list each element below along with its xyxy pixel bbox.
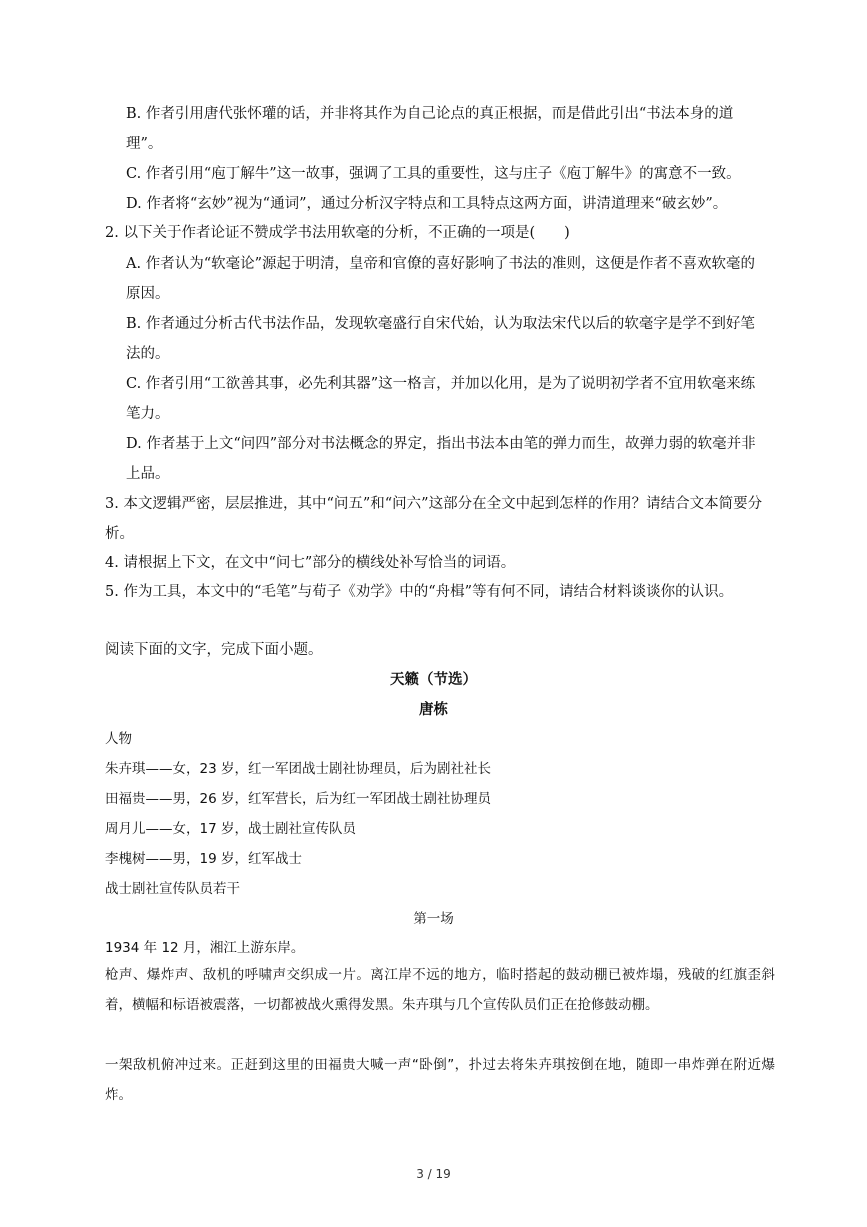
cast-member: 李槐树——男，19 岁，红军战士	[105, 851, 302, 867]
q1-option-b: B. 作者引用唐代张怀瓘的话，并非将其作为自己论点的真正根据，而是借此引出“书法本身的道理”。	[126, 106, 734, 152]
q3-stem: 3. 本文逻辑严密，层层推进，其中“问五”和“问六”这部分在全文中起到怎样的作用？请结合文本简要分析。	[105, 496, 763, 542]
cast-member: 战士剧社宣传队员若干	[105, 881, 240, 897]
q2-option-c: C. 作者引用“工欲善其事，必先利其器”这一格言，并加以化用，是为了说明初学者不宜用软毫来练笔力。	[126, 376, 756, 422]
cast-heading: 人物	[105, 731, 132, 747]
scene-time: 1934 年 12 月，湘江上游东岸。	[105, 940, 305, 956]
page-number: 3 / 19	[416, 1167, 451, 1181]
passage-title: 天籁（节选）	[390, 671, 477, 688]
passage-author: 唐栋	[419, 701, 448, 718]
cast-member: 周月儿——女，17 岁，战士剧社宣传队员	[105, 821, 356, 837]
scene-heading: 第一场	[413, 911, 454, 927]
q2-stem: 2. 以下关于作者论证不赞成学书法用软毫的分析，不正确的一项是( )	[105, 225, 570, 241]
q4-stem: 4. 请根据上下文，在文中“问七”部分的横线处补写恰当的词语。	[105, 555, 516, 571]
q1-option-c: C. 作者引用“庖丁解牛”这一故事，强调了工具的重要性，这与庄子《庖丁解牛》的寓意不一致。	[126, 166, 741, 182]
q2-option-d: D. 作者基于上文“问四”部分对书法概念的界定，指出书法本由笔的弹力而生，故弹力弱的软毫并非上品。	[126, 436, 756, 482]
q2-option-b: B. 作者通过分析古代书法作品，发现软毫盛行自宋代始，认为取法宋代以后的软毫字是学不到好笔法的。	[126, 316, 755, 362]
stage-direction-paragraph: 枪声、爆炸声、敌机的呼啸声交织成一片。离江岸不远的地方，临时搭起的鼓动棚已被炸塌，残破的红旗歪斜着，横幅和标语被震落，一切都被战火熏得发黑。朱卉琪与几个宣传队员们正在抢修鼓动棚。	[105, 967, 775, 1013]
cast-member: 田福贵——男，26 岁，红军营长，后为红一军团战士剧社协理员	[105, 791, 491, 807]
reading-intro: 阅读下面的文字，完成下面小题。	[105, 642, 323, 658]
stage-direction-paragraph: 一架敌机俯冲过来。正赶到这里的田福贵大喊一声“卧倒”，扑过去将朱卉琪按倒在地，随即一串炸弹在附近爆炸。	[105, 1057, 775, 1103]
q5-stem: 5. 作为工具，本文中的“毛笔”与荀子《劝学》中的“舟楫”等有何不同，请结合材料谈谈你的认识。	[105, 584, 734, 600]
q1-option-d: D. 作者将“玄妙”视为“通词”，通过分析汉字特点和工具特点这两方面，讲清道理来“破玄妙”。	[126, 196, 728, 212]
cast-member: 朱卉琪——女，23 岁，红一军团战士剧社协理员，后为剧社社长	[105, 761, 491, 777]
q2-option-a: A. 作者认为“软毫论”源起于明清，皇帝和官僚的喜好影响了书法的准则，这便是作者不喜欢软毫的原因。	[126, 256, 756, 302]
